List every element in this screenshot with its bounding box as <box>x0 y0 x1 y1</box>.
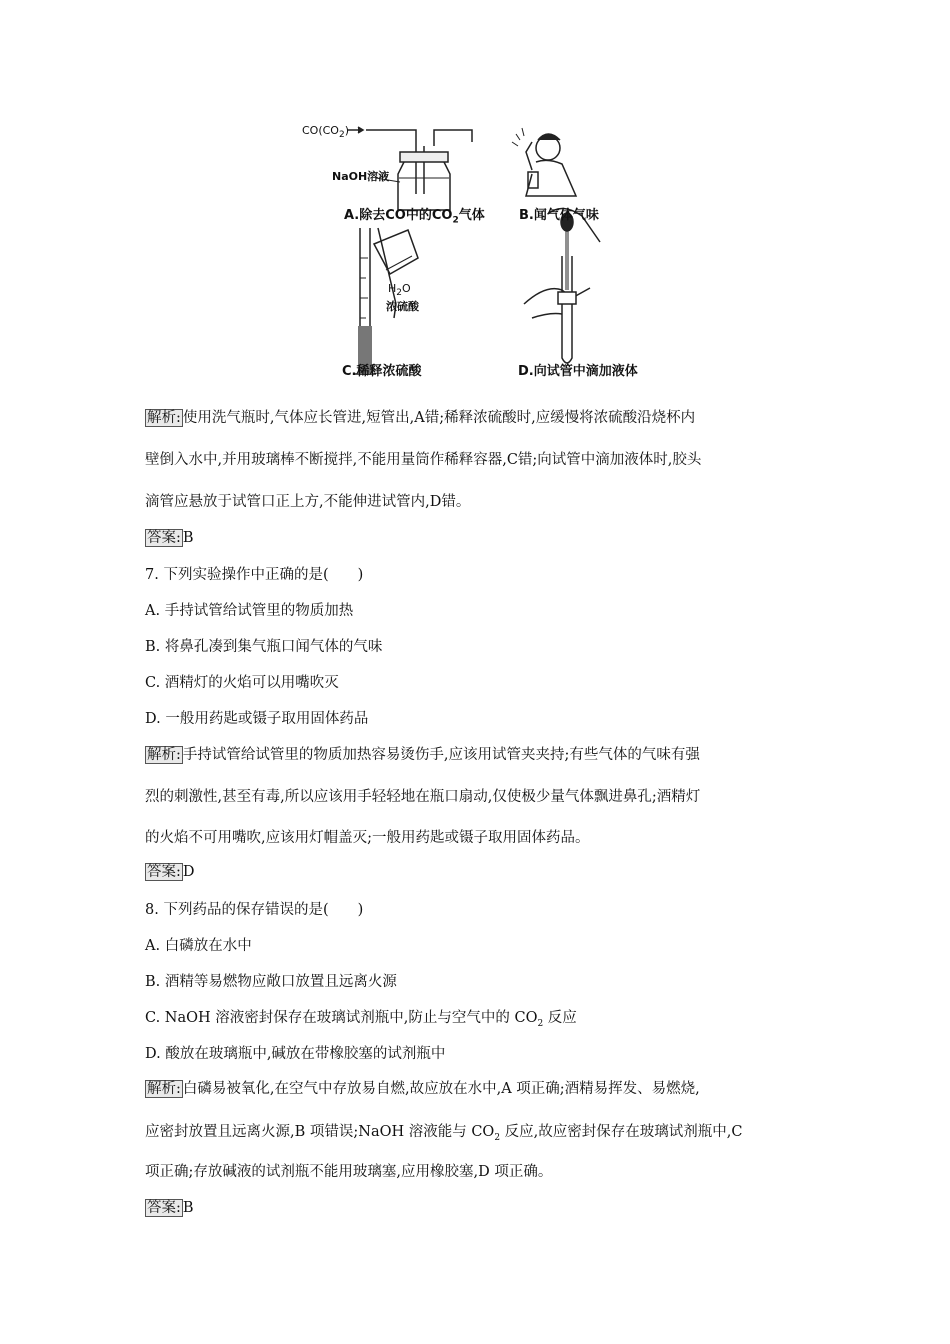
experiment-figure <box>300 118 660 386</box>
gas-flow-label <box>302 124 349 140</box>
gas-flow-text: CO(CO <box>302 124 339 137</box>
gas-flow-sub: 2 <box>338 130 345 141</box>
caption-b: B.闻气体气味 <box>519 208 599 223</box>
h2o-text: H <box>388 282 397 295</box>
analysis-tag: 解析: <box>147 1081 181 1097</box>
q7-analysis-line-2: 烈的刺激性,甚至有毒,所以应该用手轻轻地在瓶口扇动,仅使极少量气体飘进鼻孔;酒精灯 <box>145 789 701 805</box>
answer-tag: 答案: <box>147 1200 181 1216</box>
analysis-tag: 解析: <box>147 410 181 426</box>
q6-analysis-line-2: 壁倒入水中,并用玻璃棒不断搅拌,不能用量筒作稀释容器,C错;向试管中滴加液体时,胶头 <box>145 452 702 468</box>
q7-option-a: A. 手持试管给试管里的物质加热 <box>145 603 354 619</box>
caption-a <box>344 204 485 226</box>
q8-answer-value: B <box>182 1200 194 1216</box>
q7-analysis-text-1: 手持试管给试管里的物质加热容易烫伤手,应该用试管夹夹持;有些气体的气味有强 <box>182 747 700 763</box>
q8-analysis-line-2 <box>145 1122 742 1148</box>
q8-analysis-end-2: 反应,故应密封保存在玻璃试剂瓶中,C <box>500 1124 743 1140</box>
q8-option-d: D. 酸放在玻璃瓶中,碱放在带橡胶塞的试剂瓶中 <box>145 1046 446 1062</box>
q8-analysis-sub-2: 2 <box>494 1132 501 1143</box>
q7-stem: 7. 下列实验操作中正确的是( ) <box>145 567 364 583</box>
caption-a-text: A.除去CO中的CO <box>344 208 453 223</box>
analysis-tag: 解析: <box>147 747 181 763</box>
apparatus-drawings <box>300 118 660 386</box>
naoh-label: NaOH溶液 <box>332 170 390 183</box>
q7-analysis-line-1 <box>145 745 700 765</box>
q8-answer <box>145 1198 194 1218</box>
caption-c: C.稀释浓硫酸 <box>342 364 422 379</box>
q8-option-c <box>145 1008 577 1034</box>
q7-analysis-line-3: 的火焰不可用嘴吹,应该用灯帽盖灭;一般用药匙或镊子取用固体药品。 <box>145 830 590 846</box>
caption-d: D.向试管中滴加液体 <box>518 364 638 379</box>
q7-option-b: B. 将鼻孔凑到集气瓶口闻气体的气味 <box>145 639 383 655</box>
gas-flow-end: ) <box>344 124 350 137</box>
q7-answer <box>145 862 195 882</box>
q8-option-c-end: 反应 <box>543 1010 577 1026</box>
q8-analysis-text-1: 白磷易被氧化,在空气中存放易自燃,故应放在水中,A 项正确;酒精易挥发、易燃烧, <box>182 1081 700 1097</box>
q8-option-c-text: C. NaOH 溶液密封保存在玻璃试剂瓶中,防止与空气中的 CO <box>145 1010 538 1026</box>
h2o-end: O <box>402 282 411 295</box>
caption-a-end: 气体 <box>458 208 485 223</box>
q7-answer-value: D <box>182 864 195 880</box>
q8-analysis-text-2: 应密封放置且远离火源,B 项错误;NaOH 溶液能与 CO <box>145 1124 495 1140</box>
q6-answer-value: B <box>182 530 194 546</box>
h2o-sub: 2 <box>396 288 403 299</box>
q6-analysis-line-3: 滴管应悬放于试管口正上方,不能伸进试管内,D错。 <box>145 494 471 510</box>
acid-label: 浓硫酸 <box>386 300 419 313</box>
q8-option-b: B. 酒精等易燃物应敞口放置且远离火源 <box>145 974 397 990</box>
answer-tag: 答案: <box>147 864 181 880</box>
q6-answer <box>145 528 194 548</box>
answer-tag: 答案: <box>147 530 181 546</box>
h2o-label <box>388 282 411 298</box>
caption-a-sub: 2 <box>452 215 459 226</box>
q8-option-c-sub: 2 <box>537 1018 544 1029</box>
q8-analysis-line-1 <box>145 1079 700 1099</box>
q6-analysis-text-1: 使用洗气瓶时,气体应长管进,短管出,A错;稀释浓硫酸时,应缓慢将浓硫酸沿烧杯内 <box>182 410 696 426</box>
q7-option-c: C. 酒精灯的火焰可以用嘴吹灭 <box>145 675 339 691</box>
q8-analysis-line-3: 项正确;存放碱液的试剂瓶不能用玻璃塞,应用橡胶塞,D 项正确。 <box>145 1164 553 1180</box>
q6-analysis-line-1 <box>145 408 695 428</box>
q8-stem: 8. 下列药品的保存错误的是( ) <box>145 902 364 918</box>
q8-option-a: A. 白磷放在水中 <box>145 938 252 954</box>
q7-option-d: D. 一般用药匙或镊子取用固体药品 <box>145 711 369 727</box>
